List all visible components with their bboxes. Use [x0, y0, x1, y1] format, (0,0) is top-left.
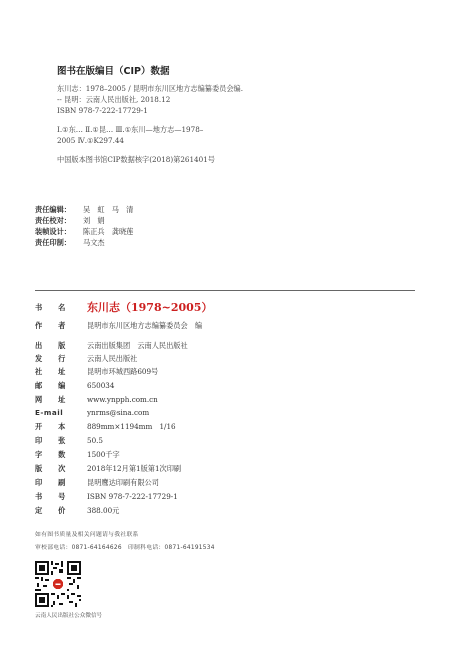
detail-label: 版 次	[35, 464, 66, 473]
cip-line-2: -- 昆明：云南人民出版社, 2018.12	[57, 95, 171, 104]
detail-value: 1500千字	[87, 450, 120, 459]
detail-label: 邮 编	[35, 381, 66, 390]
detail-author	[35, 321, 202, 331]
detail-value: 云南人民出版社	[87, 354, 138, 363]
detail-label: 出 版	[35, 341, 66, 350]
detail-value: 650034	[87, 381, 115, 390]
staff-label: 责任校对：	[35, 216, 71, 225]
detail-label: 印 张	[35, 436, 66, 445]
detail-sheets	[35, 436, 103, 446]
detail-label: 开 本	[35, 422, 66, 431]
detail-label: 作 者	[35, 321, 66, 330]
detail-publisher	[35, 341, 188, 351]
detail-value: 昆明鹰达印刷有限公司	[87, 478, 159, 487]
detail-value: 昆明市环城西路609号	[87, 367, 159, 376]
staff-label: 装帧设计：	[35, 227, 71, 236]
contact-phones: 审校部电话：0871-64164626 印制科电话：0871-64191534	[35, 545, 215, 551]
detail-price	[35, 506, 119, 516]
detail-label: E-mail	[35, 408, 64, 417]
detail-postcode	[35, 381, 114, 391]
cip-line-5: 2005 Ⅳ.①K297.44	[57, 136, 125, 145]
detail-label: 印 刷	[35, 478, 66, 487]
detail-printer	[35, 478, 159, 488]
detail-label: 定 价	[35, 506, 66, 515]
detail-edition	[35, 464, 181, 474]
staff-label: 责任编辑：	[35, 205, 71, 214]
detail-label: 书 号	[35, 492, 66, 501]
staff-designer	[35, 227, 133, 237]
detail-website	[35, 395, 158, 405]
staff-editor	[35, 205, 133, 215]
detail-value: 50.5	[87, 436, 104, 445]
detail-distributor	[35, 354, 137, 364]
divider	[35, 290, 415, 291]
detail-label: 发 行	[35, 354, 66, 363]
book-title-label: 书 名	[35, 303, 66, 312]
staff-value: 吴 虹 马 清	[83, 205, 134, 214]
staff-value: 陈正兵 龚晓莲	[83, 227, 134, 236]
cip-title: 图书在版编目（CIP）数据	[57, 66, 170, 77]
detail-word-count	[35, 450, 120, 460]
detail-value: ISBN 978-7-222-17729-1	[87, 492, 178, 501]
detail-isbn	[35, 492, 178, 502]
detail-format	[35, 422, 176, 432]
book-title-row	[35, 299, 212, 315]
detail-label: 字 数	[35, 450, 66, 459]
detail-value: 云南出版集团 云南人民出版社	[87, 341, 188, 350]
detail-value: 昆明市东川区地方志编纂委员会 编	[87, 321, 203, 330]
detail-value: 889mm×1194mm 1/16	[87, 422, 176, 431]
cip-line-4: Ⅰ.①东… Ⅱ.①昆… Ⅲ.①东川—地方志—1978–	[57, 125, 204, 134]
cip-line-6: 中国版本图书馆CIP数据核字(2018)第261401号	[57, 155, 215, 164]
staff-proofreader	[35, 216, 105, 226]
qr-caption: 云南人民出版社公众微信号	[35, 613, 103, 619]
detail-email	[35, 408, 149, 417]
staff-printing	[35, 238, 105, 248]
staff-value: 刘 娟	[83, 216, 105, 225]
quality-notice: 如有图书质量及相关问题请与我社联系	[35, 532, 139, 538]
book-title: 东川志（1978~2005）	[87, 301, 213, 314]
detail-value: ynrms@sina.com	[87, 408, 150, 417]
detail-address	[35, 367, 158, 377]
detail-label: 网 址	[35, 395, 66, 404]
staff-label: 责任印制：	[35, 238, 71, 247]
detail-value: 2018年12月第1版第1次印刷	[87, 464, 182, 473]
detail-value: 388.00元	[87, 506, 120, 515]
detail-label: 社 址	[35, 367, 66, 376]
cip-line-3: ISBN 978-7-222-17729-1	[57, 106, 148, 115]
detail-value: www.ynpph.com.cn	[87, 395, 158, 404]
staff-value: 马文杰	[83, 238, 105, 247]
cip-line-1: 东川志：1978–2005 / 昆明市东川区地方志编纂委员会编.	[57, 84, 244, 93]
wechat-qr-code	[35, 561, 81, 607]
